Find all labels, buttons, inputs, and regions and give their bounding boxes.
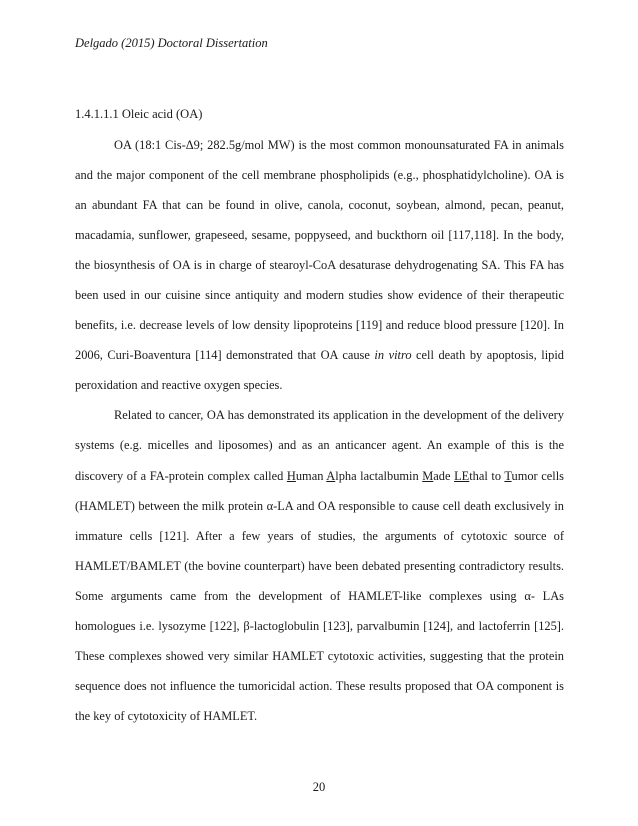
running-header: Delgado (2015) Doctoral Dissertation — [75, 36, 268, 50]
paragraph-text: OA (18:1 Cis-Δ9; 282.5g/mol MW) is the most common monounsaturated FA in animals and the major component of the cell membrane phospholipids (e.g., phosphatidylcholine). OA is an abundant FA that can be found in olive, canola, coconut, soybean, almond, pecan, peanut, macadamia, sunflower, grapeseed, sesame, poppyseed, and buckthorn oil [117,118]. In the body, the biosynthesis of OA is in charge of stearoyl-CoA desaturase dehydrogenating SA. This FA has been used in our cuisine since antiquity and modern studies show evidence of their therapeutic benefits, i.e. decrease levels of low density lipoproteins [119] and reduce blood pressure [120]. In 2006, Curi-Boaventura [114] demonstrated that OA cause — [75, 138, 564, 363]
body-text — [75, 130, 564, 731]
paragraph-cancer-hamlet — [75, 400, 564, 731]
paragraph-text: cell death by apoptosis, lipid peroxidation and reactive oxygen species. — [75, 348, 564, 393]
acronym-letter: M — [422, 468, 434, 483]
acronym-letter: H — [286, 468, 296, 483]
acronym-letter: A — [326, 468, 336, 483]
paragraph-text: Related to cancer, OA has demonstrated its application in the development of the delivery systems (e.g. micelles and liposomes) and as an anticancer agent. An example of this is the discovery of a FA-protein complex called — [75, 408, 564, 483]
paragraph-text: cells (HAMLET) between the milk protein α-LA and OA responsible to cause cell death exclusively in immature cells [121]. After a few years of studies, the arguments of cytotoxic source of HAMLET/BAMLET (the bovine counterpart) have been debated presenting contradictory results. Some arguments came from the development of HAMLET-like complexes using α- LAs homologues i.e. lysozyme [122], β-lactoglobulin [123], parvalbumin [124], and lactoferrin [125]. These complexes showed very similar HAMLET cytotoxic activities, suggesting that the protein sequence does not influence the tumoricidal action. These results proposed that OA component is the key of cytotoxicity of HAMLET. — [75, 468, 564, 723]
acronym-word-rest: lpha lactalbumin — [335, 468, 423, 483]
acronym-word-rest: uman — [295, 468, 327, 483]
paragraph-oleic-acid-overview — [75, 130, 564, 400]
page-number: 20 — [312, 780, 326, 794]
italic-term: in vitro — [374, 348, 412, 363]
acronym-letter: LE — [454, 468, 470, 483]
acronym-word-rest: ade — [433, 468, 455, 483]
section-heading: 1.4.1.1.1 Oleic acid (OA) — [75, 107, 203, 121]
hamlet-acronym-expansion — [287, 469, 538, 483]
acronym-word-rest: thal to — [469, 468, 505, 483]
acronym-word-rest: umor — [511, 468, 538, 483]
acronym-letter: T — [504, 468, 512, 483]
